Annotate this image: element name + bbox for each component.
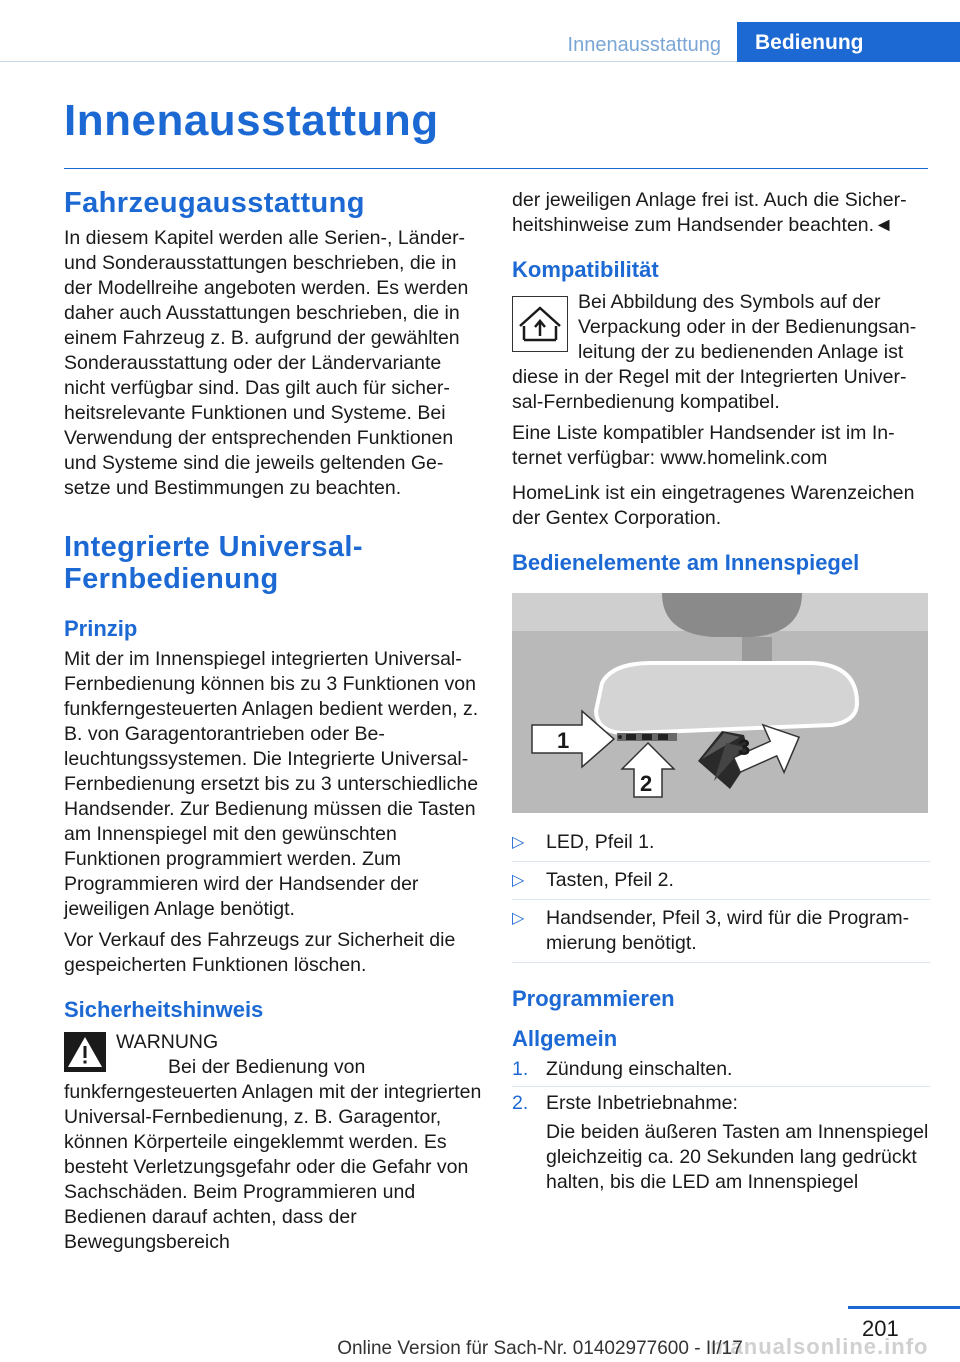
paragraph-fahrzeugausstattung: In diesem Kapitel werden alle Serien-, Länder- und Sonderausstattungen beschrieben, die in der Modellreihe angeboten werden. Es werden daher auch Ausstattungen beschrieben, die in einem Fahrzeug z. B. aufgrund der gewählten Sonderausstattung oder der Ländervariante nicht verfügbar sind. Das gilt auch für sicherheitsrelevante Funktionen und Systeme. Bei Verwendung der entsprechenden Funktionen und Systeme sind die jeweils geltenden Gesetze und Bestimmungen zu beachten. <box>64 227 469 499</box>
list-item: ▷ Tasten, Pfeil 2. <box>512 868 930 900</box>
heading-programmieren: Programmieren <box>512 986 675 1011</box>
warning-label: WARNUNG <box>116 1031 219 1053</box>
paragraph-liste: Eine Liste kompatibler Handsender ist im Internet verfügbar: www.homelink.com <box>512 422 895 469</box>
warning-icon <box>64 1032 106 1072</box>
arrow-bullet-icon: ▷ <box>512 910 525 927</box>
footer-divider <box>848 1306 960 1309</box>
left-column <box>64 180 482 1261</box>
step-2-detail: Die beiden äußeren Tasten am Innenspiegel gleichzeitig ca. 20 Sekunden lang gedrückt halten, bis die LED am Innenspiegel <box>546 1121 929 1193</box>
page-title: Innenausstattung <box>64 96 439 145</box>
warning-block <box>64 1030 482 1255</box>
page-header <box>0 0 960 62</box>
compatibility-block <box>512 290 930 415</box>
paragraph-homelink: HomeLink ist ein eingetragenes Warenzeichen der Gentex Corporation. <box>512 482 915 529</box>
list-item: 1. Zündung einschalten. <box>512 1057 930 1087</box>
mirror-figure <box>512 593 928 813</box>
steps-list <box>512 1057 930 1199</box>
list-item: 2. Erste Inbetriebnahme: Die beiden äußeren Tasten am Innenspiegel gleichzeitig ca. 20 Sekunden lang gedrückt halten, bis die LED am Innenspiegel <box>512 1092 929 1193</box>
figure-label-3: 3 <box>738 735 751 760</box>
heading-line-2: Fernbedienung <box>64 563 279 595</box>
heading-prinzip: Prinzip <box>64 616 138 641</box>
chapter-tab: Bedienung <box>737 22 960 62</box>
title-divider <box>64 168 928 169</box>
section-tab: Innenausstattung <box>567 34 721 56</box>
heading-kompatibilitaet: Kompatibilität <box>512 257 659 282</box>
arrow-bullet-icon: ▷ <box>512 872 525 889</box>
heading-allgemein: Allgemein <box>512 1026 618 1051</box>
figure-label-1: 1 <box>557 728 570 753</box>
home-icon <box>512 296 568 352</box>
heading-fahrzeugausstattung: Fahrzeugausstattung <box>64 187 365 219</box>
figure-label-2: 2 <box>640 771 653 796</box>
paragraph-verkauf: Vor Verkauf des Fahrzeugs zur Sicherheit die gespeicherten Funktionen löschen. <box>64 929 456 976</box>
heading-integrierte-fernbedienung <box>64 531 482 595</box>
paragraph-continued: der jeweiligen Anlage frei ist. Auch die Sicherheitshinweise zum Handsender beachten.◄ <box>512 189 907 236</box>
heading-line-1: Integrierte Universal- <box>64 531 363 563</box>
heading-sicherheitshinweis: Sicherheitshinweis <box>64 997 264 1022</box>
page-number: 201 <box>862 1316 899 1341</box>
warning-text: Bei der Bedienung von funkferngesteuerten Anlagen mit der integrierten Universal-Fernbedienung, z. B. Garagentor, können Körperteile eingeklemmt werden. Es besteht Verletzungsgefahr oder die Gefahr von Sachschäden. Beim Programmieren und Bedienen darauf achten, dass der Bewegungsbereich <box>64 1056 482 1253</box>
heading-bedienelemente: Bedienelemente am Innenspiegel <box>512 550 860 575</box>
list-item: ▷ Handsender, Pfeil 3, wird für die Programmierung benötigt. <box>512 906 930 963</box>
right-column <box>512 180 930 1203</box>
footer-text: Online Version für Sach-Nr. 01402977600 - II/17 <box>337 1338 743 1359</box>
paragraph-kompatibilitaet: Bei Abbildung des Symbols auf der Verpackung oder in der Bedienungsanleitung der zu bedienenden Anlage ist diese in der Regel mit der Integrierten Universal-Fernbedienung kompatibel. <box>512 291 917 413</box>
watermark: manualsonline.info <box>710 1334 929 1359</box>
paragraph-prinzip: Mit der im Innenspiegel integrierten Universal-Fernbedienung können bis zu 3 Funktionen von funkferngesteuerten Anlagen bedient werden, z. B. von Garagentorantrieben oder Beleuchtungssystemen. Die Integrierte Universal-Fernbedienung ersetzt bis zu 3 unterschiedliche Handsender. Zur Bedienung müssen die Tasten am Innenspiegel mit den gewünschten Funktionen programmiert werden. Zum Programmieren wird der Handsender der jeweiligen Anlage benötigt. <box>64 648 479 920</box>
arrow-bullet-icon: ▷ <box>512 834 525 851</box>
control-elements-list <box>512 830 930 963</box>
list-item: ▷ LED, Pfeil 1. <box>512 830 930 862</box>
